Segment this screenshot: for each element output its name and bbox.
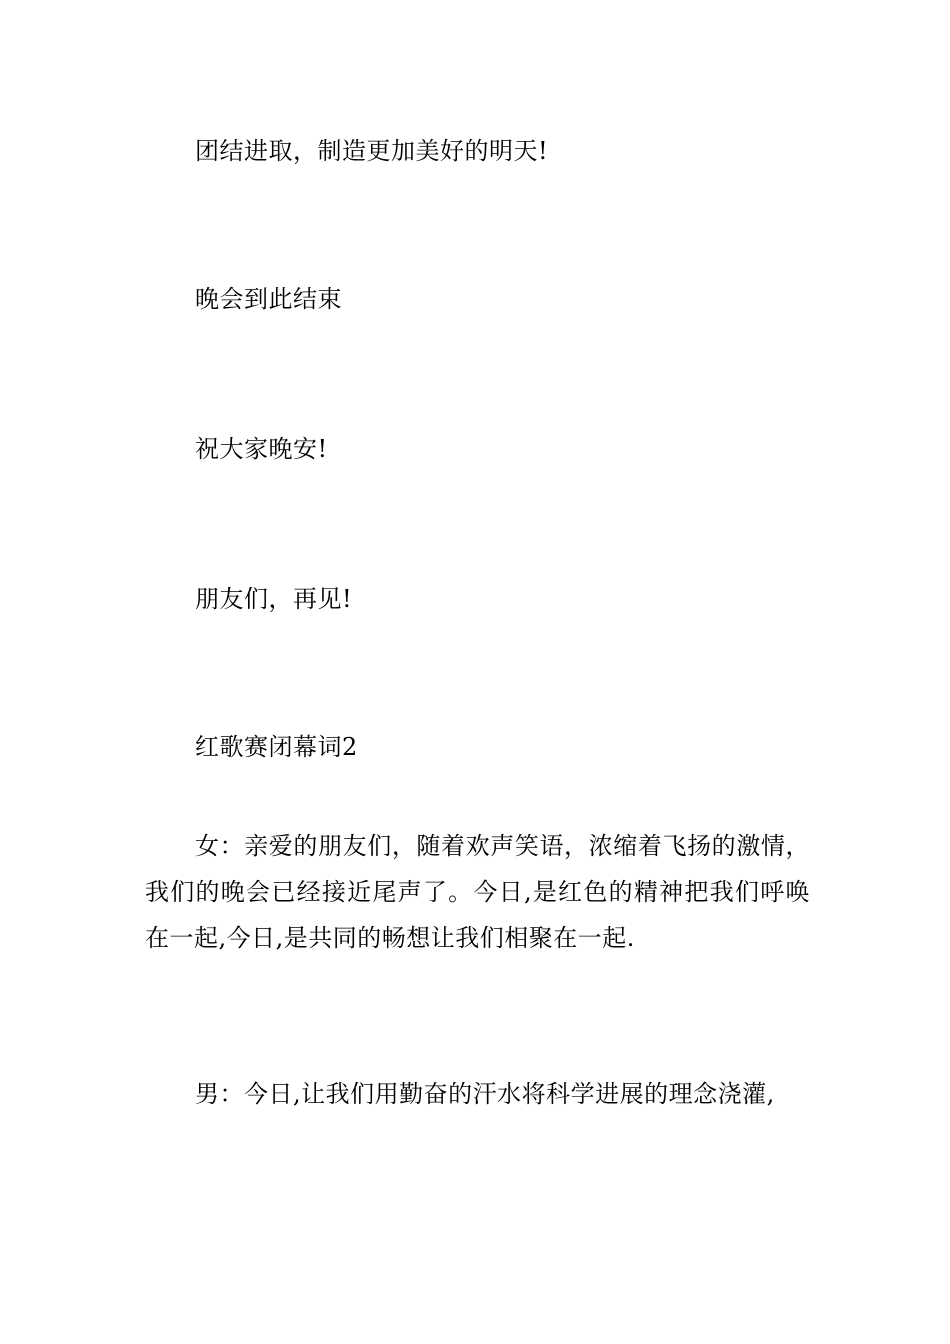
paragraph-female-host: 女：亲爱的朋友们，随着欢声笑语，浓缩着飞扬的激情，我们的晚会已经接近尾声了。今日,是红色的精神把我们呼唤在一起,今日,是共同的畅想让我们相聚在一起. — [145, 832, 810, 952]
paragraph-good-night: 祝大家晚安! — [195, 435, 328, 463]
paragraph-closing-line: 团结进取，制造更加美好的明天! — [195, 137, 549, 165]
section-heading: 红歌赛闭幕词2 — [195, 733, 358, 761]
paragraph-male-host: 男：今日,让我们用勤奋的汗水将科学进展的理念浇灌, — [195, 1080, 775, 1108]
paragraph-evening-end: 晚会到此结束 — [195, 285, 342, 313]
paragraph-goodbye: 朋友们，再见! — [195, 585, 353, 613]
